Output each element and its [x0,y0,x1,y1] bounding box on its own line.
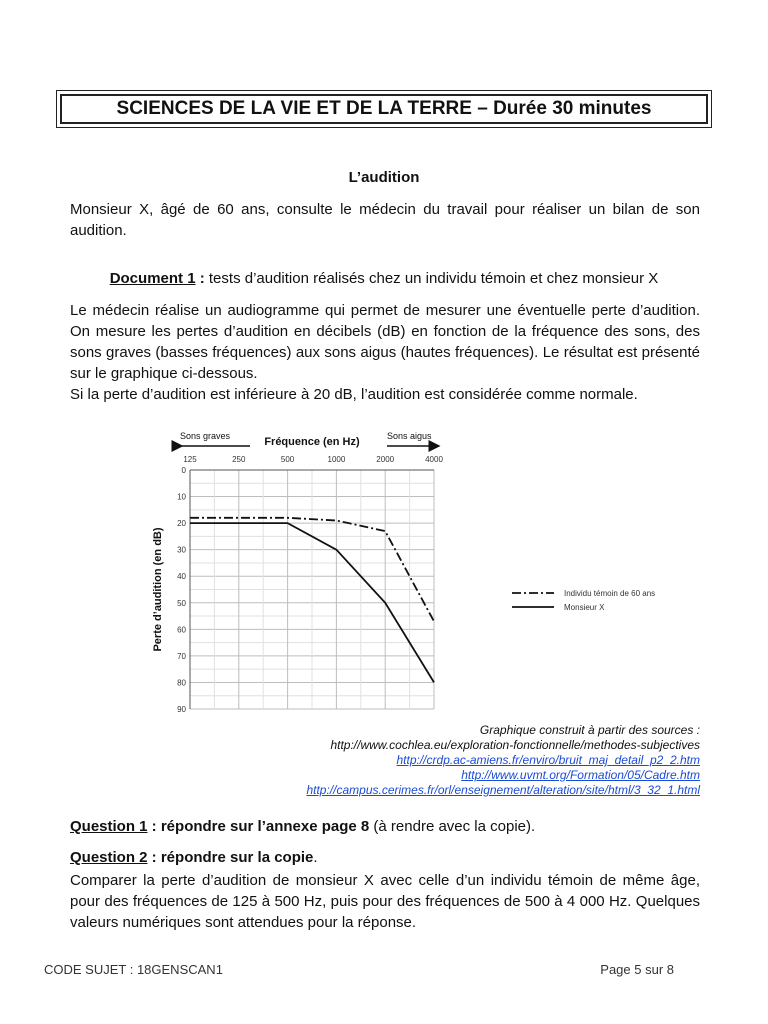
x-tick-label: 250 [232,455,246,464]
y-tick-label: 50 [177,598,186,608]
y-tick-label: 60 [177,625,186,635]
document-separator: : [195,270,209,287]
chart-legend [512,589,655,612]
title-box [56,90,712,128]
audiogram-chart [140,424,720,719]
legend-label-1: Individu témoin de 60 ans [564,589,656,598]
annotation-sons-graves: Sons graves [180,431,231,441]
source-link-4[interactable]: http://campus.cerimes.fr/orl/enseignement/alteration/site/html/3_32_1.html [306,783,700,797]
normal-hearing-note: Si la perte d’audition est inférieure à 20 dB, l’audition est considérée comme normale. [70,386,638,403]
question-2-instruction: : répondre sur la copie [147,849,314,866]
description-paragraph: Le médecin réalise un audiogramme qui permet de mesurer une éventuelle perte d’audition. On mesure les pertes d’audition en décibels (dB) en fonction de la fréquence des sons, des sons graves (basses fréquences) aux sons aigus (hautes fréquences). Le résultat est présenté sur le graphique ci-dessous. [70,302,700,382]
y-tick-label: 10 [177,492,186,502]
x-tick-label: 2000 [376,455,395,464]
x-axis-title: Fréquence (en Hz) [264,436,360,448]
source-link-3[interactable]: http://www.uvmt.org/Formation/05/Cadre.htm [461,768,700,782]
y-tick-label: 40 [177,572,186,582]
question-1-label: Question 1 [70,818,148,835]
y-tick-label: 30 [177,545,186,555]
y-tick-label: 90 [177,705,186,714]
x-tick-label: 1000 [327,455,346,464]
chart-axes [177,455,443,714]
question-1 [70,818,535,835]
document-label: Document 1 [109,270,196,287]
chart-annotations [152,431,439,652]
question-1-note: (à rendre avec la copie). [369,818,536,835]
question-1-instruction: : répondre sur l’annexe page 8 [147,818,370,835]
section-title: L’audition [348,169,420,186]
question-2-label: Question 2 [70,849,148,866]
page-title: SCIENCES DE LA VIE ET DE LA TERRE – Durée 30 minutes [60,94,708,124]
source-url-1: http://www.cochlea.eu/exploration-fonctionnelle/methodes-subjectives [330,738,700,752]
annotation-sons-aigus: Sons aigus [387,431,432,441]
source-link-2[interactable]: http://crdp.ac-amiens.fr/enviro/bruit_maj_detail_p2_2.htm [396,753,700,767]
legend-label-2: Monsieur X [564,603,605,612]
footer-page: Page 5 sur 8 [600,962,674,977]
y-tick-label: 0 [181,466,186,475]
y-tick-label: 80 [177,678,186,688]
question-2-text: Comparer la perte d’audition de monsieur X avec celle d’un individu témoin de même âge, pour des fréquences de 125 à 500 Hz, puis pour des fréquences de 500 à 4 000 Hz. Quelques valeurs numériques sont attendues pour la réponse. [70,872,700,931]
y-tick-label: 70 [177,651,186,661]
sources-block [200,723,700,798]
x-tick-label: 4000 [425,455,443,464]
x-tick-label: 500 [280,455,295,464]
question-2-end: . [313,849,318,866]
question-2 [70,849,318,866]
chart-grid [190,470,434,709]
y-tick-label: 20 [177,519,186,529]
document-text: tests d’audition réalisés chez un individu témoin et chez monsieur X [208,270,659,287]
intro-paragraph: Monsieur X, âgé de 60 ans, consulte le médecin du travail pour réaliser un bilan de son audition. [70,201,700,239]
y-axis-title: Perte d’audition (en dB) [152,527,164,652]
x-tick-label: 125 [183,455,197,464]
document-caption [0,270,768,287]
sources-caption: Graphique construit à partir des sources : [479,723,700,737]
footer-code: CODE SUJET : 18GENSCAN1 [44,962,223,977]
